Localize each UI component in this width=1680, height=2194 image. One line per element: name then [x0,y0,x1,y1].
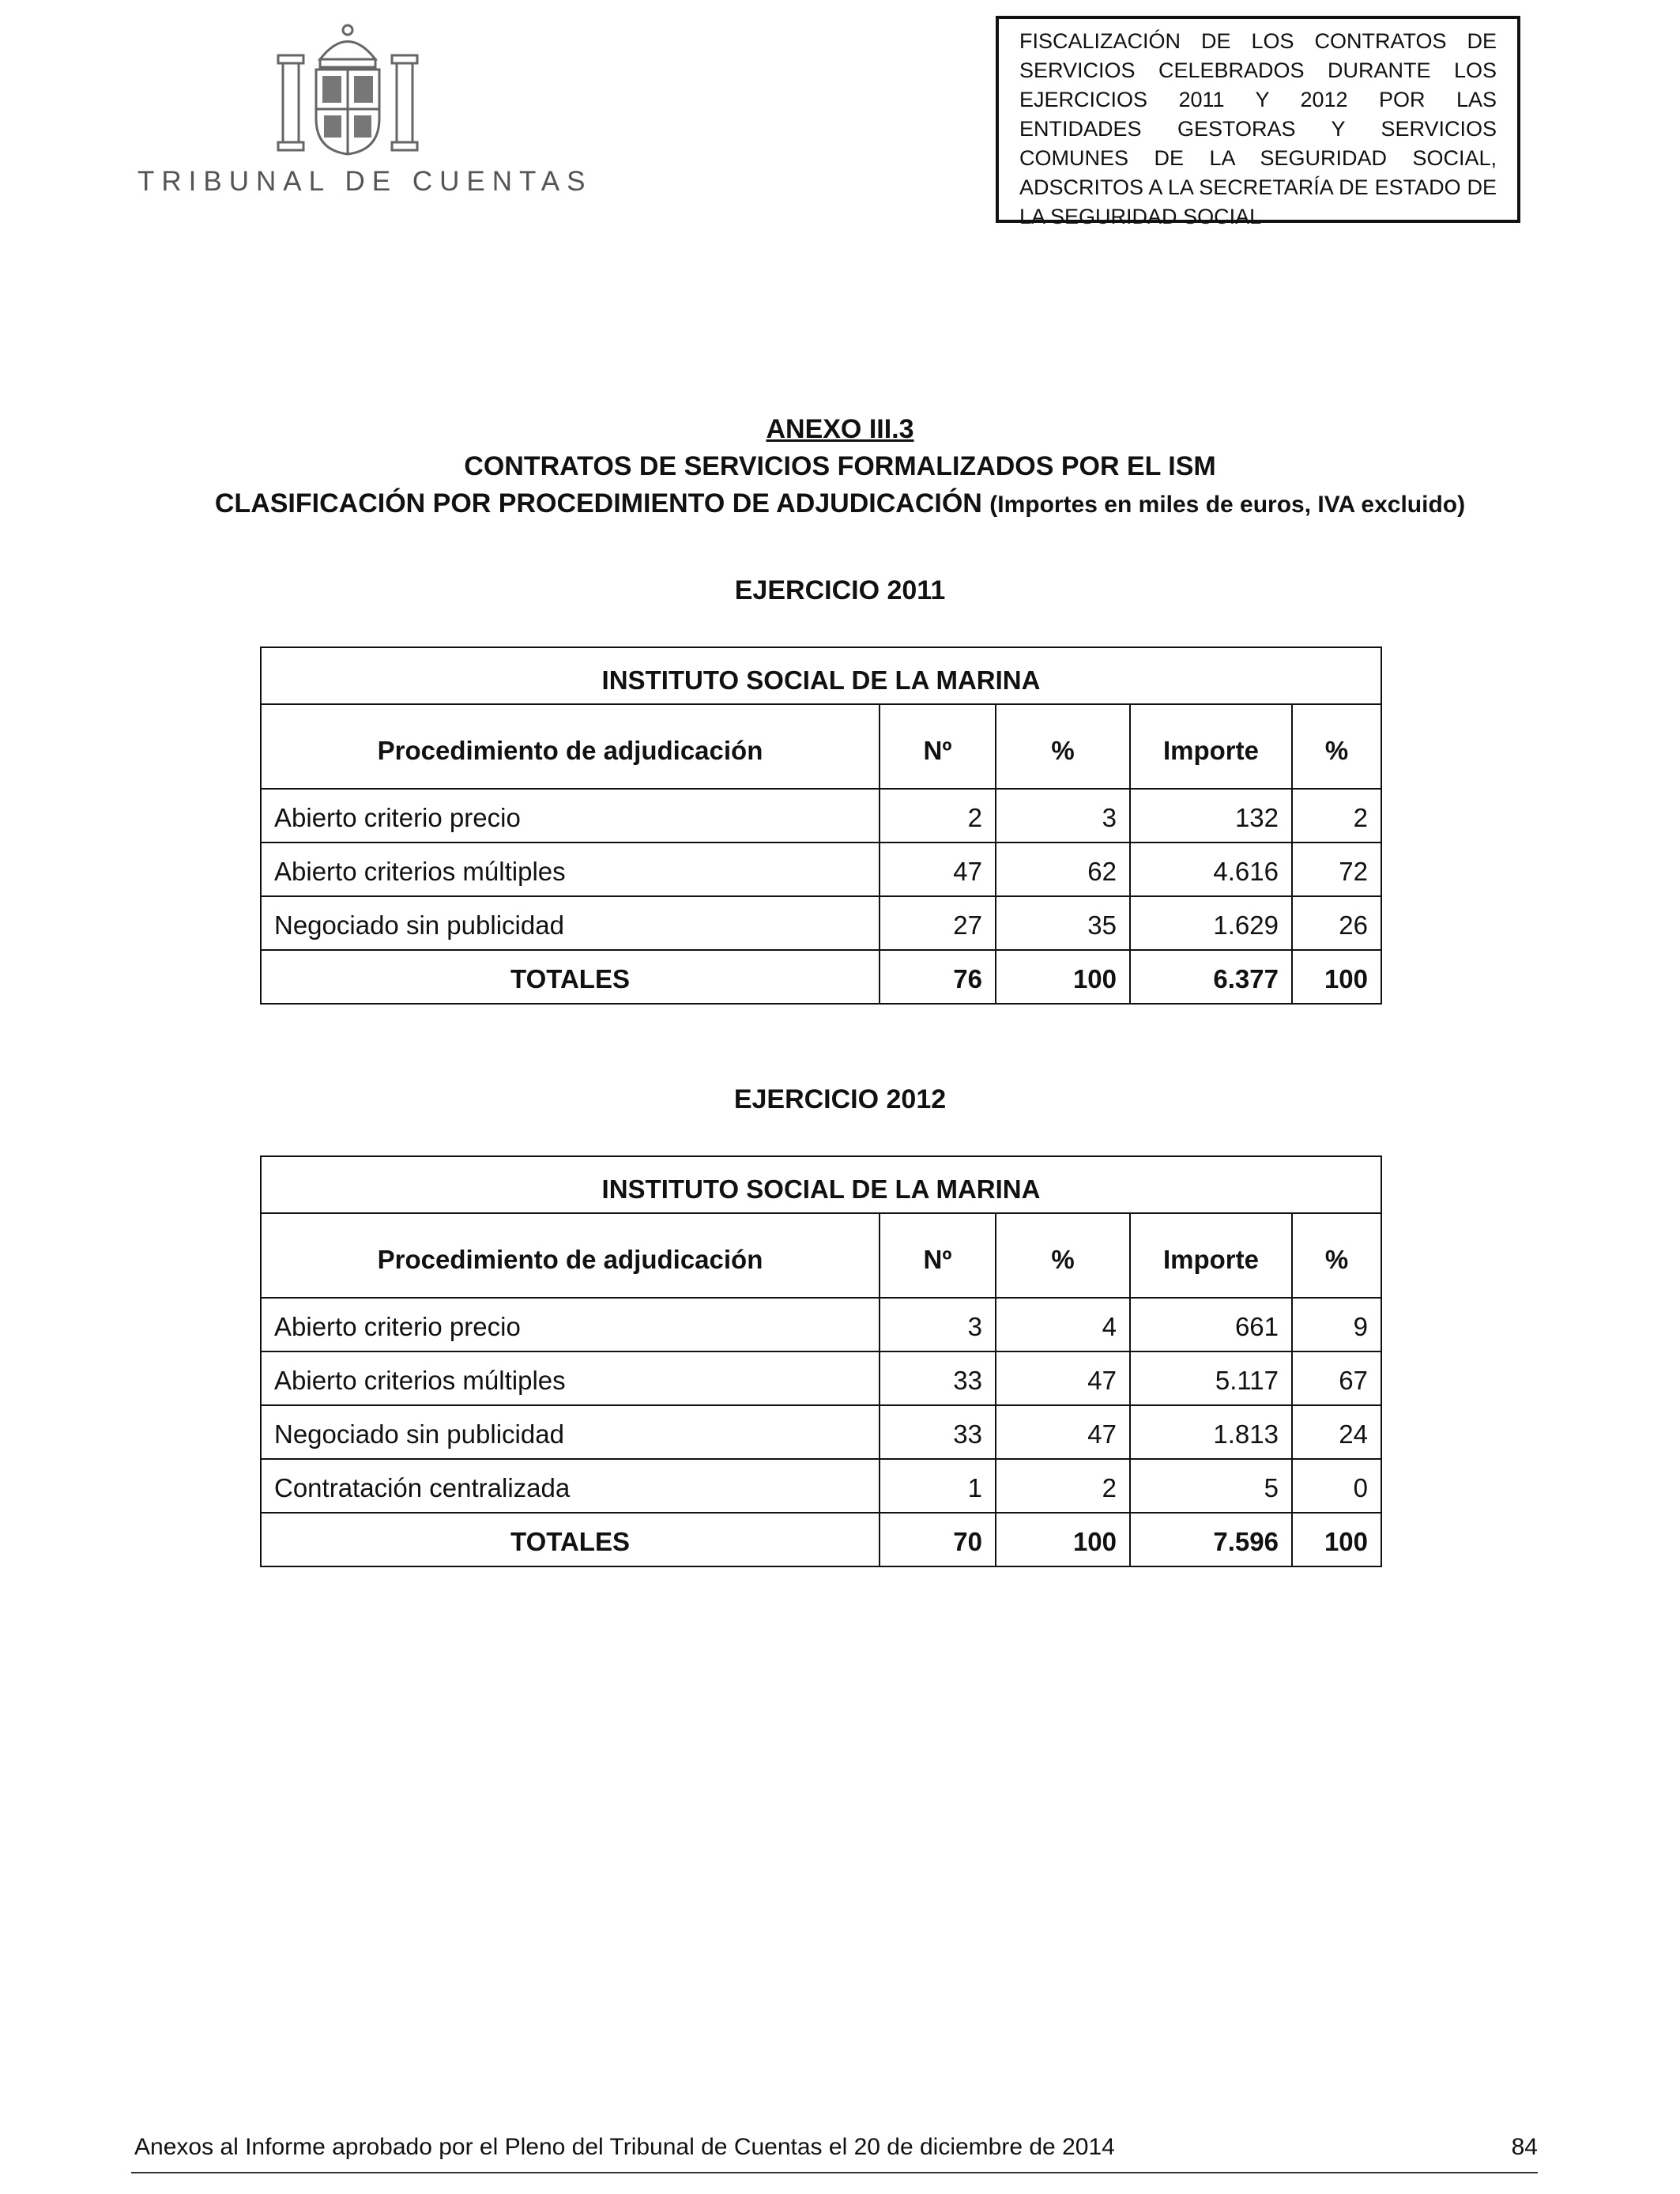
row-label: Abierto criterio precio [261,1298,880,1351]
col-pct2-header: % [1292,1213,1381,1298]
row-pct2: 2 [1292,789,1381,843]
total-pct: 100 [996,1513,1130,1566]
total-count: 70 [880,1513,996,1566]
footer-divider [131,2172,1538,2173]
row-pct2: 9 [1292,1298,1381,1351]
row-amount: 1.629 [1130,896,1292,950]
row-amount: 132 [1130,789,1292,843]
total-amount: 6.377 [1130,950,1292,1004]
col-procedure-header: Procedimiento de adjudicación [261,704,880,789]
tribunal-logo [126,24,593,205]
total-row [261,950,1381,1004]
table-row [261,789,1381,843]
page-number: 84 [1511,2134,1538,2160]
title-line-3-main: CLASIFICACIÓN POR PROCEDIMIENTO DE ADJUDICACIÓN [214,488,982,518]
row-amount: 5.117 [1130,1351,1292,1405]
row-pct: 4 [996,1298,1130,1351]
logo-text: TRIBUNAL DE CUENTAS [137,166,593,197]
row-label: Negociado sin publicidad [261,896,880,950]
table-row [261,1298,1381,1351]
table-row [261,843,1381,896]
row-pct2: 67 [1292,1351,1381,1405]
header-box: FISCALIZACIÓN DE LOS CONTRATOS DE SERVICIOS CELEBRADOS DURANTE LOS EJERCICIOS 2011 Y 2012 POR LAS ENTIDADES GESTORAS Y SERVICIOS COMUNES DE LA SEGURIDAD SOCIAL, ADSCRITOS A LA SECRETARÍA DE ESTADO DE LA SEGURIDAD SOCIAL [996,16,1520,223]
anexo-title: ANEXO III.3 [766,414,914,444]
row-label: Contratación centralizada [261,1459,880,1513]
row-pct2: 24 [1292,1405,1381,1459]
total-row [261,1513,1381,1566]
table-row [261,896,1381,950]
row-pct: 62 [996,843,1130,896]
institution-header: INSTITUTO SOCIAL DE LA MARINA [261,1156,1381,1213]
total-pct2: 100 [1292,950,1381,1004]
row-count: 3 [880,1298,996,1351]
row-amount: 1.813 [1130,1405,1292,1459]
title-block [0,411,1680,523]
row-count: 27 [880,896,996,950]
row-pct: 47 [996,1405,1130,1459]
table-2012 [260,1155,1382,1567]
col-pct-header: % [996,704,1130,789]
ejercicio-2012-heading: EJERCICIO 2012 [733,1084,947,1114]
footer [134,2134,1538,2161]
col-amount-header: Importe [1130,704,1292,789]
col-count-header: Nº [880,704,996,789]
row-pct: 3 [996,789,1130,843]
ejercicio-2011-heading: EJERCICIO 2011 [734,575,946,605]
table-2011 [260,647,1382,1005]
row-label: Abierto criterios múltiples [261,1351,880,1405]
row-pct2: 0 [1292,1459,1381,1513]
row-label: Abierto criterio precio [261,789,880,843]
row-pct2: 72 [1292,843,1381,896]
col-procedure-header: Procedimiento de adjudicación [261,1213,880,1298]
row-amount: 5 [1130,1459,1292,1513]
row-count: 1 [880,1459,996,1513]
title-note: (Importes en miles de euros, IVA excluido) [989,492,1466,518]
total-count: 76 [880,950,996,1004]
institution-header: INSTITUTO SOCIAL DE LA MARINA [261,647,1381,704]
col-pct-header: % [996,1213,1130,1298]
row-count: 2 [880,789,996,843]
table-row [261,1351,1381,1405]
row-amount: 661 [1130,1298,1292,1351]
total-label: TOTALES [261,1513,880,1566]
col-count-header: Nº [880,1213,996,1298]
row-pct: 35 [996,896,1130,950]
coat-of-arms-icon [277,24,419,158]
row-count: 33 [880,1405,996,1459]
table-row [261,1405,1381,1459]
total-amount: 7.596 [1130,1513,1292,1566]
row-count: 47 [880,843,996,896]
table-row [261,1459,1381,1513]
row-pct2: 26 [1292,896,1381,950]
row-amount: 4.616 [1130,843,1292,896]
row-label: Abierto criterios múltiples [261,843,880,896]
row-pct: 2 [996,1459,1130,1513]
col-amount-header: Importe [1130,1213,1292,1298]
row-count: 33 [880,1351,996,1405]
title-line-2: CONTRATOS DE SERVICIOS FORMALIZADOS POR EL ISM [464,451,1216,481]
total-pct: 100 [996,950,1130,1004]
title-line-3 [0,485,1680,523]
total-pct2: 100 [1292,1513,1381,1566]
total-label: TOTALES [261,950,880,1004]
footer-text: Anexos al Informe aprobado por el Pleno del Tribunal de Cuentas el 20 de diciembre de 2014 [134,2134,1115,2160]
col-pct2-header: % [1292,704,1381,789]
row-label: Negociado sin publicidad [261,1405,880,1459]
row-pct: 47 [996,1351,1130,1405]
